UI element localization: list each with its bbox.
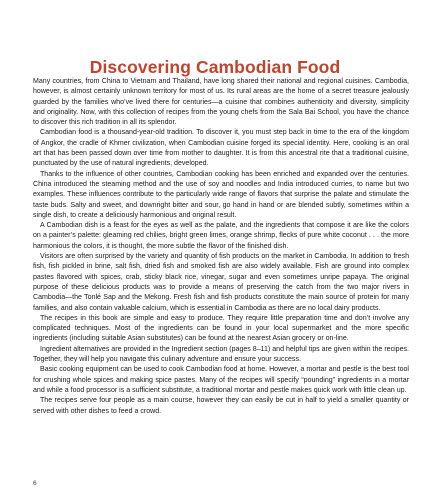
paragraph: The recipes in this book are simple and easy to produce. They require little preparation time and don’t involve any complicated techniques. Most of the ingredients can be found in your local supermarket and the more specific ingredients (including suitable Asian substitutes) can be found at the nearest Asian grocery or on-line. — [33, 314, 409, 343]
paragraph: Cambodian food is a thousand-year-old tradition. To discover it, you must step back in time to the era of the kingdom of Angkor, the cradle of Khmer civilization, when Cambodian cuisine forged its special identity. Here, cooking is an oral art that has been passed down over time from mother to daughter. It is from this ancestral rite that a traditional cuisine, punctuated by the use of natural ingredients, developed. — [33, 129, 409, 168]
paragraph: Thanks to the influence of other countries, Cambodian cooking has been enriched and expanded over the centuries. China introduced the steaming method and the use of soy and noodles and India introduced curries, to name but two examples. These influences contribute to the particularly wide range of flavors that surprise the palate and stimulate the taste buds. Salty and sweet, and downright bitter and sour, go hand in hand or are blended subtly, sometimes within a single dish, to create a deliciously harmonious and original result. — [33, 170, 409, 219]
body-text — [33, 77, 409, 417]
paragraph: The recipes serve four people as a main course, however they can easily be cut in half to yield a smaller quantity or served with other dishes to feed a crowd. — [33, 397, 409, 415]
paragraph: A Cambodian dish is a feast for the eyes as well as the palate, and the ingredients that compose it are like the colors on a painter’s palette: gleaming red chilies, bright green limes, orange shrimp, flecks of pure white coconut . . . the more harmonious the colors, it is thought, the more subtle the flavor of the finished dish. — [33, 222, 409, 250]
page-title: Discovering Cambodian Food — [89, 56, 341, 77]
paragraph: Visitors are often surprised by the variety and quantity of fish products on the market in Cambodia. In addition to fresh fish, fish pickled in brine, salt fish, dried fish and smoked fish are also widely available. Fish are ground into complex pastes flavored with spices, crab, sticky black rice, vinegar, sugar and even sometimes unripe papaya. The original purpose of these delicious products was to provide a means of preserving the catch from the two major rivers in Cambodia—the Tonlé Sap and the Mekong. Fresh fish and fish products constitute the main source of protein for many families, and also contain valuable calcium, which is essential in Cambodia as there are no local dairy products. — [33, 253, 409, 312]
paragraph: Basic cooking equipment can be used to cook Cambodian food at home. However, a mortar and pestle is the best tool for crushing whole spices and making spice pastes. Many of the recipes will specify “pounding” ingredients in a mortar and while a food processor is a sufficient substitute, a traditional mortar and pestle makes quick work with little clean up. — [33, 366, 409, 394]
paragraph: Many countries, from China to Vietnam and Thailand, have long shared their national and regional cuisines. Cambodia, however, is almost certainly unknown territory for most of us. Its rural areas are the home of a secret treasure jealously guarded by the families who’ve lived there for centuries—a cuisine that combines authenticity and diversity, simplicity and originality. Now, with this collection of recipes from the young chefs from the Sala Bai School, you have the chance to discover this rich tradition in all its splendor. — [33, 78, 409, 127]
page-number: 6 — [33, 480, 37, 487]
paragraph: Ingredient alternatives are provided in the Ingredient section (pages 8–11) and helpful tips are given within the recipes. Together, they will help you navigate this culinary adventure and ensure your success. — [33, 345, 409, 364]
